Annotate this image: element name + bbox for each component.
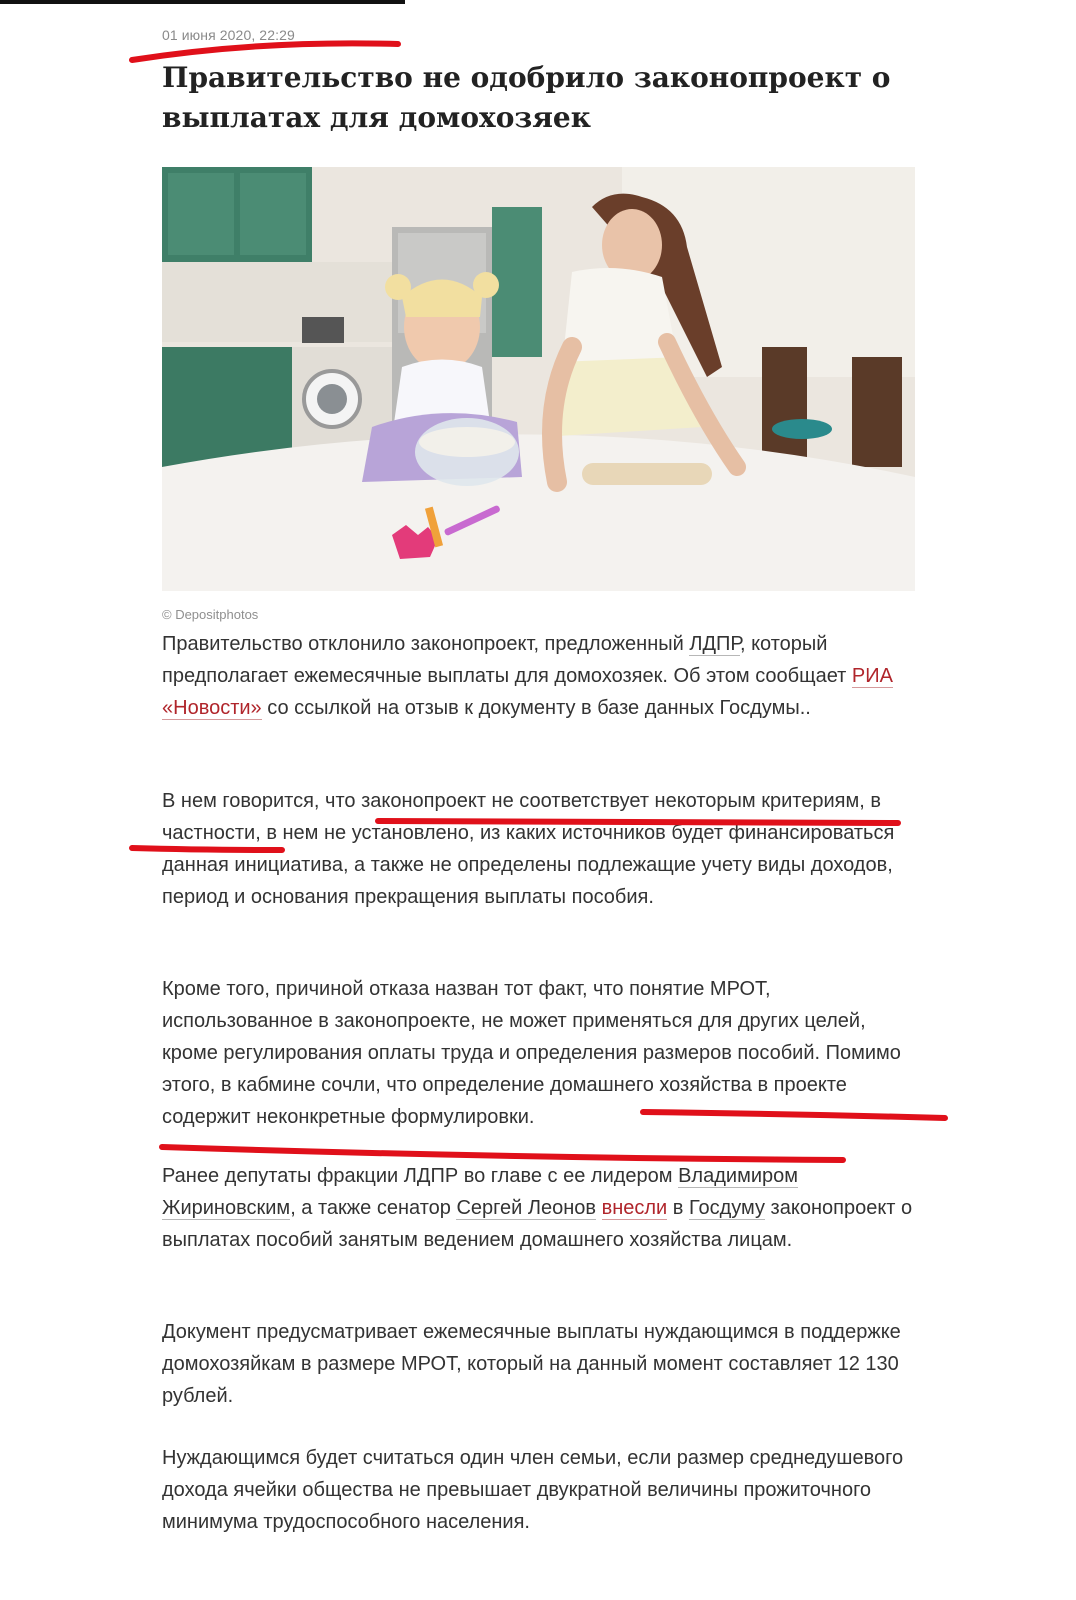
paragraph-2: В нем говорится, что законопроект не соответствует некоторым критериям, в частности, в нем не установлено, из каких источников будет финансироваться данная инициатива, а также не определены подлежащие учету виды доходов, период и основания прекращения выплаты пособия.	[162, 790, 895, 908]
paragraph-5: Документ предусматривает ежемесячные выплаты нуждающимся в поддержке домохозяйкам в размере МРОТ, который на данный момент составляет 12 130 рублей.	[162, 1321, 901, 1407]
link-leonov[interactable]: Сергей Леонов	[456, 1197, 596, 1219]
paragraph-6: Нуждающимся будет считаться один член семьи, если размер среднедушевого дохода ячейки общества не превышает двукратной величины прожиточного минимума трудоспособного населения.	[162, 1447, 904, 1533]
paragraph-1-text-b: , который предполагает ежемесячные выплаты для домохозяек. Об этом сообщает	[162, 633, 852, 687]
paragraph-4	[162, 1160, 922, 1256]
marker-underline-household-2	[162, 1147, 843, 1160]
paragraph-1	[162, 628, 922, 724]
article-photo	[162, 167, 915, 591]
link-ldpr[interactable]: ЛДПР	[689, 633, 740, 655]
paragraph-4-space	[596, 1197, 602, 1219]
paragraph-1-text-a: Правительство отклонило законопроект, предложенный	[162, 633, 690, 655]
link-zhirinovsky[interactable]: Владимиром Жириновским	[162, 1165, 798, 1219]
kitchen-photo-illustration	[162, 167, 915, 591]
link-ria-novosti[interactable]: РИА «Новости»	[162, 665, 893, 719]
paragraph-4-text-b: , а также сенатор	[290, 1197, 457, 1219]
publish-date: 01 июня 2020, 22:29	[162, 27, 295, 43]
paragraph-1-text-c: со ссылкой на отзыв к документу в базе данных Госдумы..	[261, 697, 811, 719]
link-gosduma[interactable]: Госдуму	[688, 1197, 765, 1219]
paragraph-4-text-d: законопроект о выплатах пособий занятым ведением домашнего хозяйства лицам.	[162, 1197, 913, 1251]
paragraph-3: Кроме того, причиной отказа назван тот факт, что понятие МРОТ, использованное в законопроекте, не может применяться для других целей, кроме регулирования оплаты труда и определения размеров пособий. Помимо этого, в кабмине сочли, что определение домашнего хозяйства в проекте содержит неконкретные формулировки.	[162, 978, 901, 1128]
photo-credit: © Depositphotos	[162, 607, 259, 622]
paragraph-4-text-c: в	[667, 1197, 689, 1219]
paragraph-4-text-a: Ранее депутаты фракции ЛДПР во главе с ее лидером	[162, 1165, 679, 1187]
link-vnesli[interactable]: внесли	[601, 1197, 668, 1219]
top-divider	[0, 0, 405, 4]
article-title: Правительство не одобрило законопроект о выплатах для домохозяек	[162, 61, 891, 134]
